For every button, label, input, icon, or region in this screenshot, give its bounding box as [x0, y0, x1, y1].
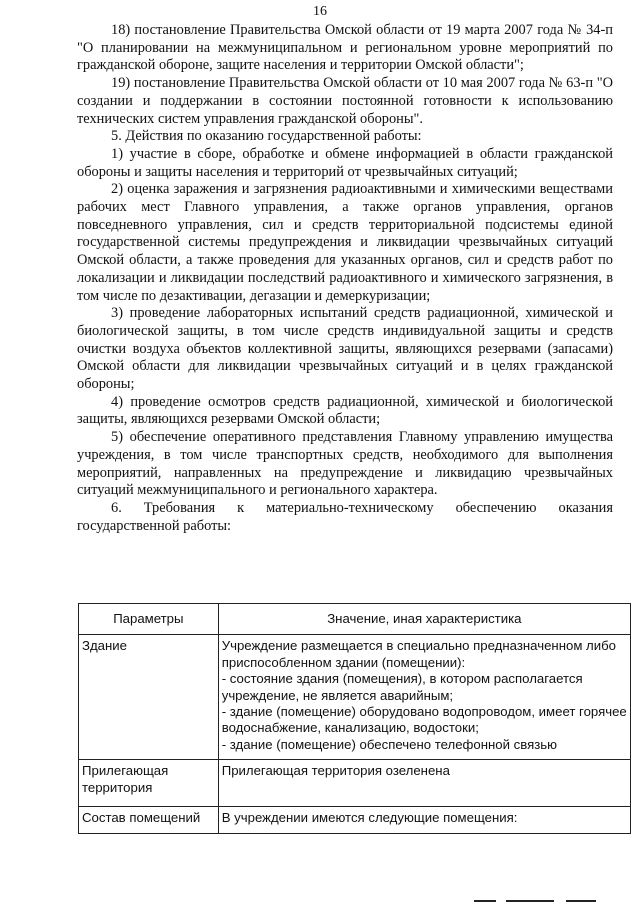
table-row: [79, 807, 631, 834]
value-line: Прилегающая территория озеленена: [221, 763, 450, 779]
section-5-heading: 5. Действия по оказанию государственной работы:: [111, 128, 422, 145]
table-row: [79, 635, 631, 760]
action-item-4: 4) проведение осмотров средств радиационной, химической и биологической защиты, являющихся резервами Омской области;: [77, 393, 613, 428]
value-line: В учреждении имеются следующие помещения:: [221, 810, 518, 826]
paragraph-item-18: 18) постановление Правительства Омской области от 19 марта 2007 года № 34-п "О планировании на межмуниципальном и региональном уровне мероприятий по гражданской обороне, защите населения и территории Омской области";: [77, 22, 613, 74]
table-header-row: [79, 604, 631, 635]
scan-mark: [566, 900, 596, 902]
header-value: Значение, иная характеристика: [218, 604, 630, 635]
param-cell-rooms: Состав помещений: [79, 807, 219, 834]
value-line: Учреждение размещается в специально предназначенном либо приспособленном здании (помещении):: [221, 638, 617, 670]
action-item-3: 3) проведение лабораторных испытаний средств радиационной, химической и биологической защиты, в том числе средств индивидуальной защиты и средств очистки воздуха объектов коллективной защиты, являющихся резервами (запасами) Омской области для ликвидации чрезвычайных ситуаций и в целях гражданской обороны;: [77, 305, 613, 393]
scan-mark: [474, 900, 496, 902]
header-parameters: Параметры: [79, 604, 219, 635]
paragraph-item-19: 19) постановление Правительства Омской области от 10 мая 2007 года № 63-п "О создании и поддержании в состоянии постоянной готовности к использованию технических систем управления гражданской обороны".: [77, 75, 613, 127]
action-item-5: 5) обеспечение оперативного представления Главному управлению имущества учреждения, в том числе транспортных средств, необходимого для выполнения мероприятий, направленных на предупреждение и ликвидацию чрезвычайных ситуаций межмуниципального и регионального характера.: [77, 429, 613, 499]
document-body: [77, 22, 613, 535]
param-cell-building: Здание: [79, 635, 219, 760]
value-cell-territory: [218, 760, 630, 807]
param-cell-territory: Прилегающая территория: [79, 760, 219, 807]
value-cell-building: [218, 635, 630, 760]
table-row: [79, 760, 631, 807]
action-item-2: 2) оценка заражения и загрязнения радиоактивными и химическими веществами рабочих мест Главного управления, а также органов управления, органов повседневного управления, сил и средств территориальной подсистемы единой государственной системы предупреждения и ликвидации чрезвычайных ситуаций Омской области, а также проведения для указанных органов, сил и средств работ по локализации и ликвидации последствий радиоактивного и химического загрязнения, в том числе по дезактивации, дегазации и демеркуризации;: [77, 181, 613, 304]
requirements-table: [78, 603, 631, 834]
value-line: - состояние здания (помещения), в котором располагается учреждение, не является аварийным;: [221, 671, 583, 703]
page-number: 16: [313, 4, 327, 19]
scan-mark: [506, 900, 554, 902]
value-line: - здание (помещение) обеспечено телефонной связью: [221, 736, 558, 752]
value-line: - здание (помещение) оборудовано водопроводом, имеет горячее водоснабжение, канализацию, водостоки;: [221, 704, 627, 736]
value-cell-rooms: [218, 807, 630, 834]
section-6-heading: 6. Требования к материально-техническому обеспечению оказания государственной работы:: [77, 499, 613, 534]
action-item-1: 1) участие в сборе, обработке и обмене информацией в области гражданской обороны и защиты населения и территорий от чрезвычайных ситуаций;: [77, 145, 613, 180]
